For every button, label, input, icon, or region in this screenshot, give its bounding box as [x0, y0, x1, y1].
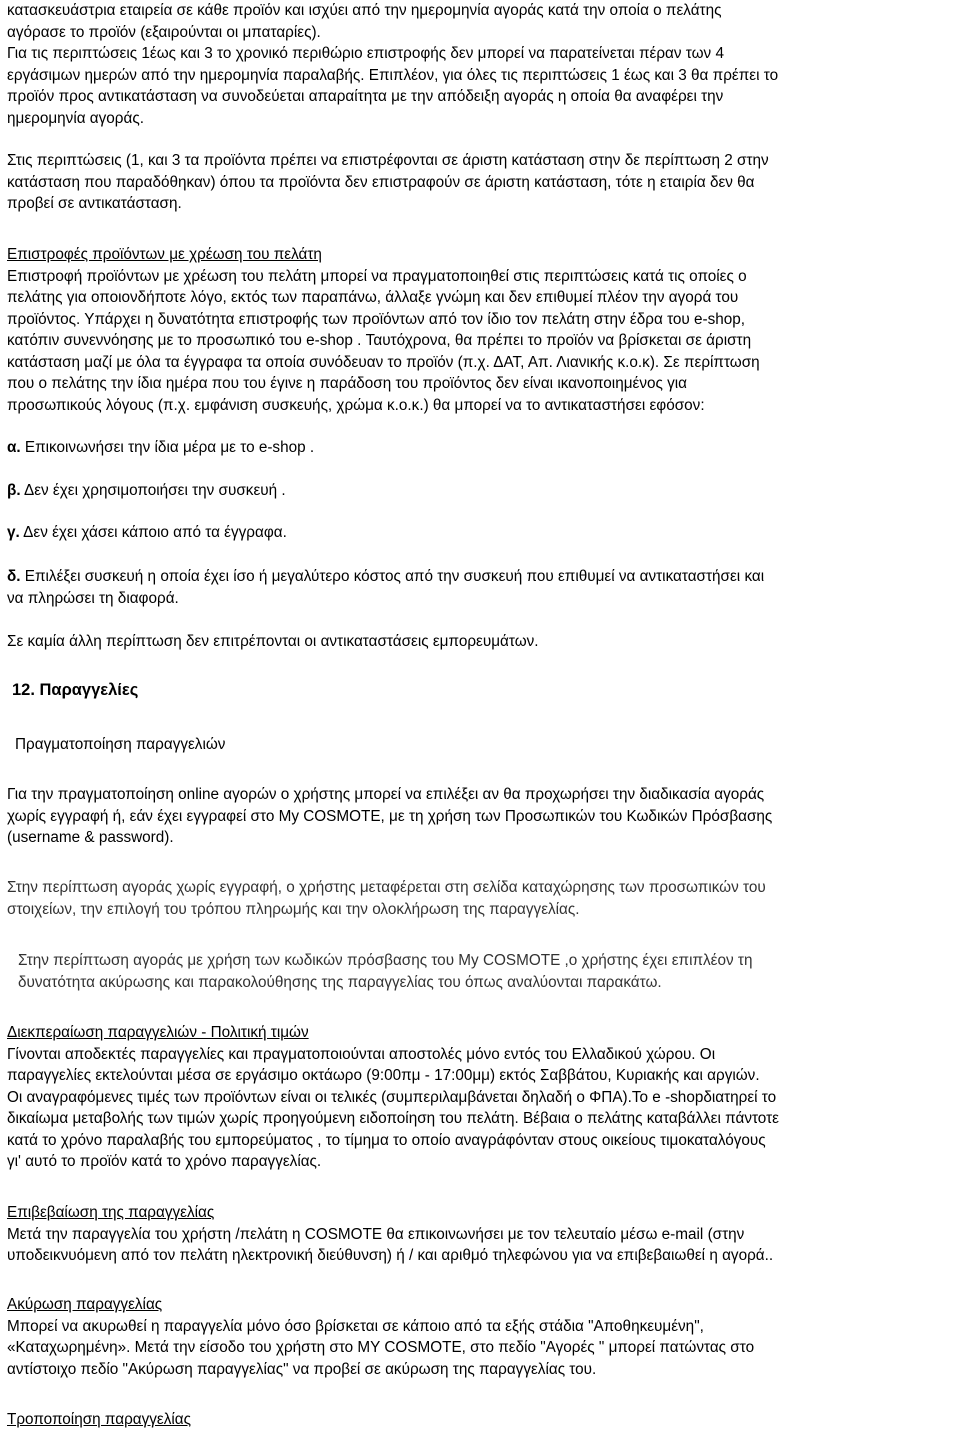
orders-subheading: Πραγματοποίηση παραγγελιών: [15, 736, 226, 753]
cancellation-heading: Ακύρωση παραγγελίας: [7, 1296, 163, 1313]
section-12-heading: 12. Παραγγελίες: [12, 681, 139, 699]
confirmation-section: Επιβεβαίωση της παραγγελίας Μετά την παραγγελία του χρήστη /πελάτη η COSMOTE θα επικοινωνήσει με τον τελευταίο μέσω e-mail (στην υποδεικνυόμενη από τον πελάτη ηλεκτρονική διεύθυνση) ή / και αριθμό τηλεφώνου για να επιβεβαιωθεί η αγορά..: [7, 1202, 942, 1267]
no-other-replacements: Σε καμία άλλη περίπτωση δεν επιτρέπονται οι αντικαταστάσεις εμπορευμάτων.: [7, 633, 539, 650]
cancellation-section: Ακύρωση παραγγελίας Μπορεί να ακυρωθεί η παραγγελία μόνο όσο βρίσκεται σε κάποιο από τα εξής στάδια "Αποθηκευμένη", «Καταχωρημένη». Μετά την είσοδο του χρήστη στο MY COSMOTE, στο πεδίο "Αγορές " μπορεί πατώντας στο αντίστοιχο πεδίο "Ακύρωση παραγγελίας" να προβεί σε ακύρωση της παραγγελίας του.: [7, 1294, 942, 1380]
condition-item-d: δ. Επιλέξει συσκευή η οποία έχει ίσο ή μεγαλύτερο κόστος από την συσκευή που επιθυμεί να αντικαταστήσει και να πληρώσει τη διαφορά.: [7, 568, 765, 607]
returns-section: Επιστροφές προϊόντων με χρέωση του πελάτη Επιστροφή προϊόντων με χρέωση του πελάτη μπορεί να πραγματοποιηθεί στις περιπτώσεις κατά τις οποίες ο πελάτης για οποιονδήποτε λόγο, εκτός των παραπάνω, άλλαξε γνώμη και δεν επιθυμεί πλέον την αγορά του προϊόντος. Υπάρχει η δυνατότητα επιστροφής των προϊόντων από τον ίδιο τον πελάτη στην έδρα του e-shop, κατόπιν συνεννόησης με το προσωπικό του e-shop . Ταυτόχρονα, θα πρέπει το προϊόν να βρίσκεται σε άριστη κατάσταση μαζί με όλα τα έγγραφα τα οποία συνόδευαν το προϊόν (π.χ. ΔΑΤ, Απ. Λιανικής κ.ο.κ). Σε περίπτωση που ο πελάτης την ίδια ημέρα που του έγινε η παράδοση του προϊόντος δεν είναι ικανοποιημένος για προσωπικούς λόγους (π.χ. εμφάνιση συσκευής, χρώμα κ.ο.κ.) θα μπορεί να το αντικαταστήσει εφόσον:: [7, 244, 942, 416]
returns-heading: Επιστροφές προϊόντων με χρέωση του πελάτη: [7, 246, 322, 263]
condition-paragraph: Στις περιπτώσεις (1, και 3 τα προϊόντα πρέπει να επιστρέφονται σε άριστη κατάσταση στην δε περίπτωση 2 στην κατάσταση που παραδόθηκαν) όπου τα προϊόντα δεν επιστραφούν σε άριστη κατάσταση, τότε η εταιρία δεν θα προβεί σε αντικατάσταση.: [7, 152, 769, 212]
registered-checkout-paragraph: Στην περίπτωση αγοράς με χρήση των κωδικών πρόσβασης του My COSMOTE ,ο χρήστης έχει επιπλέον τη δυνατότητα ακύρωσης και παρακολούθησης της παραγγελίας του όπως αναλύονται παρακάτω.: [18, 952, 753, 991]
confirmation-heading: Επιβεβαίωση της παραγγελίας: [7, 1204, 215, 1221]
return-period-paragraph: Για τις περιπτώσεις 1έως και 3 το χρονικό περιθώριο επιστροφής δεν μπορεί να παρατείνεται πέραν των 4 εργάσιμων ημερών από την ημερομηνία παραλαβής. Επιπλέον, για όλες τις περιπτώσεις 1 έως και 3 θα πρέπει το προϊόν προς αντικατάσταση να συνοδεύεται απαραίτητα με την απόδειξη αγοράς η οποία θα αναφέρει την ημερομηνία αγοράς.: [7, 45, 779, 127]
modification-section: [7, 1409, 942, 1431]
modification-heading: Τροποποίηση παραγγελίας: [7, 1411, 192, 1428]
condition-item-a: α. Επικοινωνήσει την ίδια μέρα με το e-shop .: [7, 439, 315, 456]
condition-item-c: γ. Δεν έχει χάσει κάποιο από τα έγγραφα.: [7, 524, 287, 541]
condition-item-b: β. Δεν έχει χρησιμοποιήσει την συσκευή .: [7, 482, 286, 499]
warranty-paragraph-end: κατασκευάστρια εταιρεία σε κάθε προϊόν και ισχύει από την ημερομηνία αγοράς κατά την οποία ο πελάτης αγόρασε το προϊόν (εξαιρούνται οι μπαταρίες).: [7, 2, 722, 41]
guest-checkout-paragraph: Στην περίπτωση αγοράς χωρίς εγγραφή, ο χρήστης μεταφέρεται στη σελίδα καταχώρησης των προσωπικών του στοιχείων, την επιλογή του τρόπου πληρωμής και την ολοκλήρωση της παραγγελίας.: [7, 879, 766, 918]
processing-heading: Διεκπεραίωση παραγγελιών - Πολιτική τιμών: [7, 1024, 309, 1041]
processing-section: Διεκπεραίωση παραγγελιών - Πολιτική τιμών Γίνονται αποδεκτές παραγγελίες και πραγματοποιούνται αποστολές μόνο εντός του Ελλαδικού χώρου. Οι παραγγελίες εκτελούνται μέσα σε εργάσιμο οκτάωρο (9:00πμ - 17:00μμ) εκτός Σαββάτου, Κυριακής και αργιών. Οι αναγραφόμενες τιμές των προϊόντων είναι οι τελικές (συμπεριλαμβάνεται δηλαδή ο ΦΠΑ).Το e -shopδιατηρεί το δικαίωμα μεταβολής των τιμών χωρίς προηγούμενη ειδοποίηση του πελάτη. Βέβαια ο πελάτης καταβάλλει πάντοτε κατά το χρόνο παραλαβής του εμπορεύματος , το τίμημα το οποίο αναγράφόνταν στους οικείους τιμοκαταλόγους γι' αυτό το προϊόν κατά το χρόνο παραγγελίας.: [7, 1022, 942, 1173]
orders-paragraph: Για την πραγματοποίηση online αγορών ο χρήστης μπορεί να επιλέξει αν θα προχωρήσει την διαδικασία αγοράς χωρίς εγγραφή ή, εάν έχει εγγραφεί στο My COSMOTE, με τη χρήση των Προσωπικών του Κωδικών Πρόσβασης (username & password).: [7, 786, 773, 846]
